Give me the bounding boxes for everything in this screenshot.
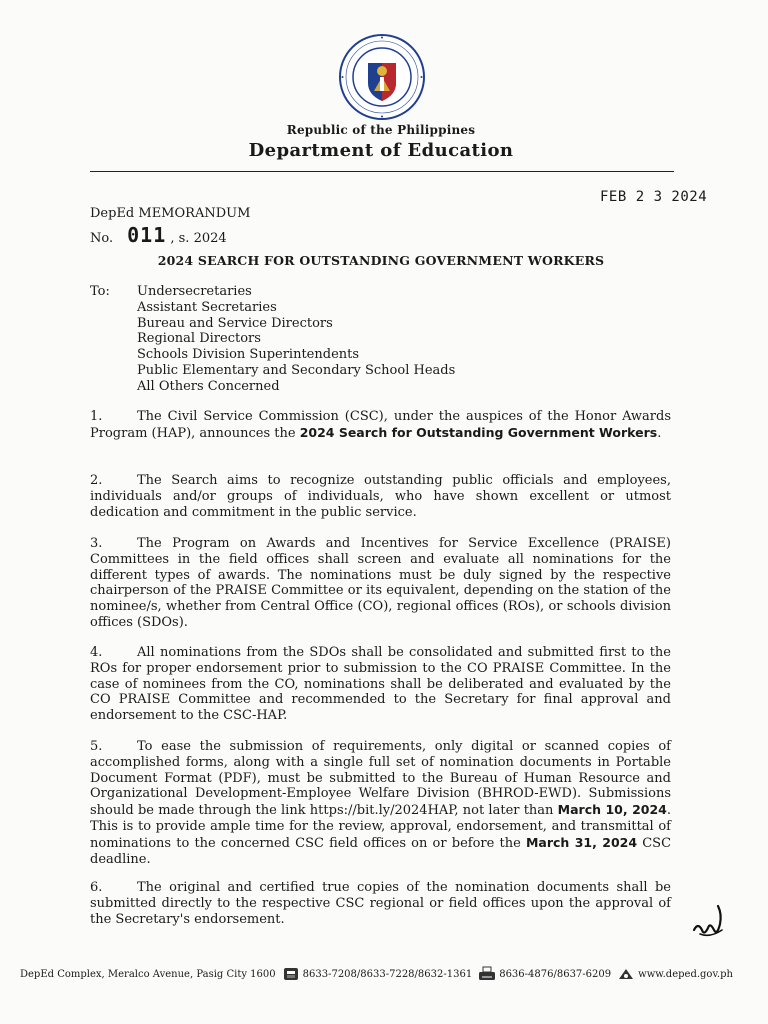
handwritten-initials [690, 900, 726, 940]
paragraph-text: The original and certified true copies of the nomination documents shall be submitted directly to the respective CSC regional or field offices upon the approval of the Secretary's endorsement. [90, 880, 671, 927]
paragraph-number: 6. [90, 880, 103, 895]
paragraph-2 [90, 473, 671, 520]
recipients-list [137, 284, 455, 395]
deped-seal [338, 33, 426, 121]
paragraph-number: 3. [90, 536, 103, 551]
recipient-item: Schools Division Superintendents [137, 347, 360, 363]
footer-phone: 8633-7208/8633-7228/8632-1361 [302, 968, 473, 980]
submission-deadline: March 10, 2024 [557, 802, 667, 818]
paragraph-number: 1. [90, 409, 103, 424]
footer-address: DepEd Complex, Meralco Avenue, Pasig City 1600 [20, 968, 276, 980]
paragraph-number: 2. [90, 473, 103, 488]
republic-heading: Republic of the Philippines [286, 123, 476, 137]
recipient-item: All Others Concerned [137, 378, 280, 394]
memo-number: 011 [127, 223, 167, 247]
recipients-label: To: [90, 284, 110, 299]
paragraph-text: . [657, 425, 662, 441]
memo-number-line [90, 223, 227, 247]
paragraph-text: The Civil Service Commission (CSC), under the auspices of the Honor Awards Program (HAP), announces the [90, 409, 671, 441]
recipient-item: Bureau and Service Directors [137, 315, 333, 331]
memo-subject: 2024 SEARCH FOR OUTSTANDING GOVERNMENT WORKERS [157, 253, 605, 268]
paragraph-text: CSC deadline. [90, 835, 672, 867]
paragraph-text: All nominations from the SDOs shall be consolidated and submitted first to the ROs for proper endorsement prior to submission to the CO PRAISE Committee. In the case of nominees from the CO, nominations shall be deliberated and evaluated by the CO PRAISE Committee and recommended to the Secretary for final approval and endorsement to the CSC-HAP. [90, 645, 671, 724]
paragraph-text: The Program on Awards and Incentives for Service Excellence (PRAISE) Committees in the field offices shall screen and evaluate all nominations for the different types of awards. The nominations must be duly signed by the respective chairperson of the PRAISE Committee or its equivalent, depending on the station of the nominee/s, whether from Central Office (CO), regional offices (ROs), or schools division offices (SDOs). [90, 536, 671, 630]
footer-website: www.deped.gov.ph [638, 968, 733, 980]
paragraph-text: To ease the submission of requirements, only digital or scanned copies of accomplished forms, along with a single full set of nomination documents in Portable Document Format (PDF), must be submitted to the Bureau of Human Resource and Organizational Development-Employee Welfare Division (BHROD-EWD). Submissions should be made through the link https://bit.ly/2024HAP, not later than [90, 739, 671, 819]
memo-footer [20, 964, 750, 984]
footer-fax: 8636-4876/8637-6209 [499, 968, 612, 980]
memo-date-stamp: FEB 2 3 2024 [600, 189, 708, 205]
paragraph-5 [90, 739, 671, 867]
paragraph-4 [90, 645, 671, 724]
phone-icon [282, 966, 300, 982]
letterhead-divider [90, 171, 674, 172]
paragraph-text: . This is to provide ample time for the review, approval, endorsement, and transmittal of nominations to the concerned CSC field offices on or before the [90, 803, 672, 851]
paragraph-number: 4. [90, 645, 103, 660]
memo-no-label: No. [90, 231, 114, 246]
recipient-item: Regional Directors [137, 331, 261, 347]
deped-seal-graphic [338, 33, 426, 121]
recipient-item: Assistant Secretaries [137, 299, 277, 315]
recipient-item: Public Elementary and Secondary School Heads [137, 362, 456, 378]
paragraph-1 [90, 409, 671, 442]
department-heading: Department of Education [248, 140, 514, 161]
memo-series: , s. 2024 [170, 231, 227, 246]
memo-type: DepEd MEMORANDUM [90, 206, 251, 221]
paragraph-text: The Search aims to recognize outstanding public officials and employees, individuals and/or groups of individuals, who have shown excellent or utmost dedication and commitment in the public service. [90, 473, 671, 520]
search-title-emphasis: 2024 Search for Outstanding Government Workers [299, 424, 658, 440]
recipient-item: Undersecretaries [137, 284, 252, 299]
paragraph-3 [90, 536, 671, 631]
web-icon [617, 966, 635, 982]
paragraph-number: 5. [90, 739, 103, 754]
paragraph-6 [90, 880, 671, 927]
initials-mark [690, 900, 726, 940]
fax-icon [478, 966, 496, 982]
csc-deadline: March 31, 2024 [525, 834, 638, 850]
